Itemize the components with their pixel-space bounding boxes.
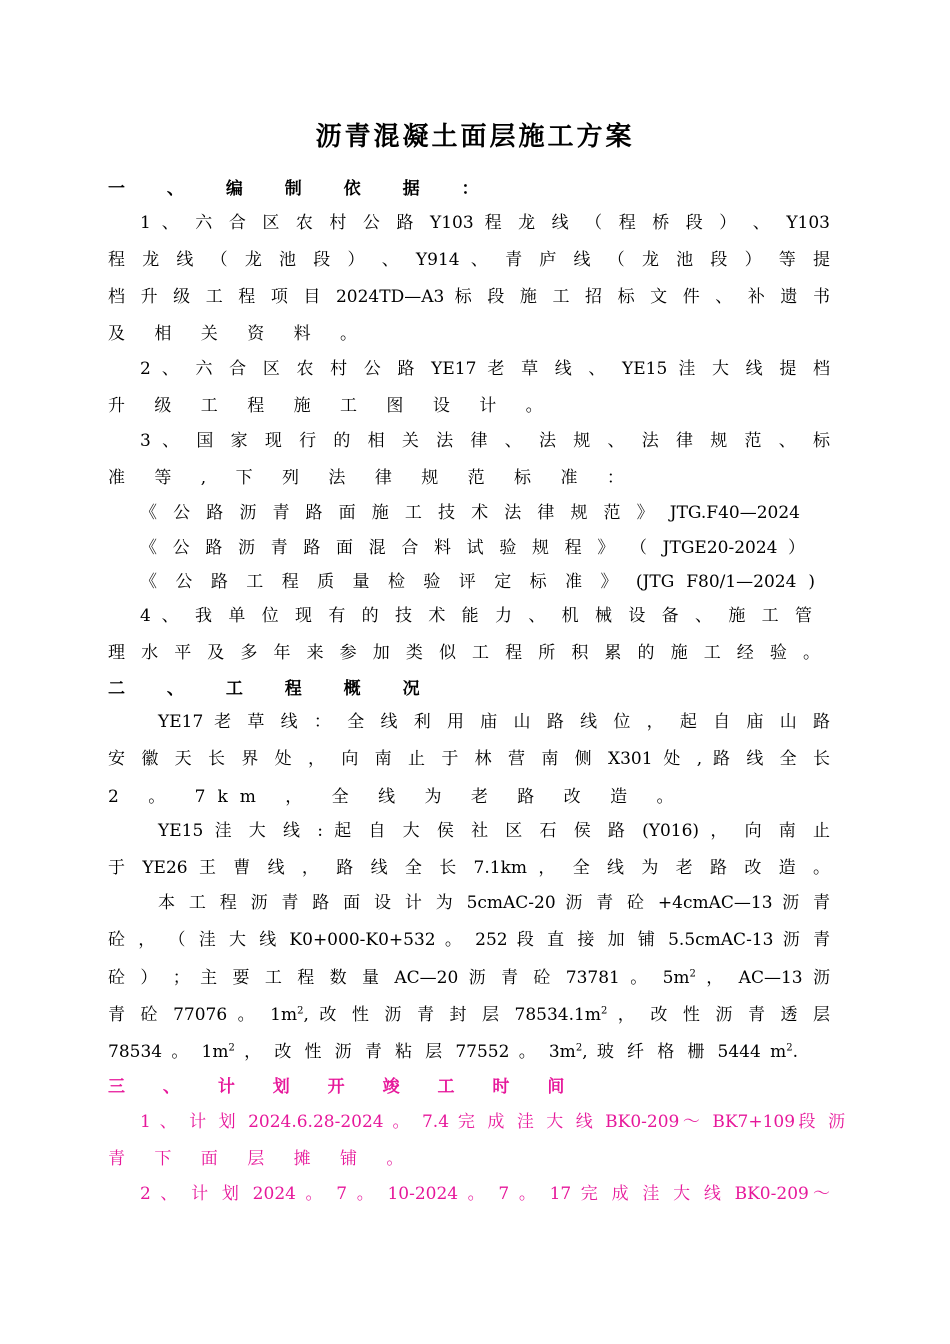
superscript: 2 bbox=[786, 1042, 793, 1054]
paragraph-line: 3 、 国 家 现 行 的 相 关 法 律 、 法 规 、 法 律 规 范 、 标 bbox=[140, 431, 830, 451]
paragraph-line: 青 下 面 层 摊 铺 。 bbox=[108, 1149, 416, 1169]
text-run: 青 砼 77076 。 1m bbox=[108, 1005, 298, 1025]
section-3-heading: 三 、 计 划 开 竣 工 时 间 bbox=[108, 1077, 581, 1097]
text-run: 78534 。 1m bbox=[108, 1042, 229, 1062]
paragraph-line: 及 相 关 资 料 。 bbox=[108, 324, 370, 344]
paragraph-line: 4 、 我 单 位 现 有 的 技 术 能 力 、 机 械 设 备 、 施 工 管 bbox=[140, 606, 812, 626]
reference-standard: 《 公 路 沥 青 路 面 施 工 技 术 法 律 规 范 》 JTG.F40—2024 bbox=[140, 503, 800, 523]
text-run: ， 改 性 沥 青 透 层 bbox=[607, 1005, 831, 1025]
paragraph-line: 于 YE26 王 曹 线 ， 路 线 全 长 7.1km ， 全 线 为 老 路 改 造 。 bbox=[108, 858, 830, 878]
paragraph-line bbox=[108, 1002, 830, 1028]
text-run: , 改 性 沥 青 封 层 78534.1m bbox=[303, 1005, 601, 1025]
superscript: 2 bbox=[600, 1005, 608, 1017]
paragraph-line: 2 。 7km ， 全 线 为 老 路 改 造 。 bbox=[108, 787, 686, 807]
reference-standard: 《 公 路 工 程 质 量 检 验 评 定 标 准 》 (JTG F80/1—2024 ) bbox=[140, 572, 815, 592]
superscript: 2 bbox=[689, 968, 696, 980]
paragraph-line: YE17 老 草 线 ： 全 线 利 用 庙 山 路 线 位 ， 起 自 庙 山 路 bbox=[158, 712, 830, 732]
text-run: 砼 ） ； 主 要 工 程 数 量 AC—20 沥 青 砼 73781 。 5m bbox=[108, 968, 690, 988]
paragraph-line: 安 徽 天 长 界 处 ， 向 南 止 于 林 营 南 侧 X301 处 , 路 线 全 长 bbox=[108, 749, 830, 769]
paragraph-line: 程 龙 线 （ 龙 池 段 ） 、 Y914 、 青 庐 线 （ 龙 池 段 ） 等 提 bbox=[108, 250, 830, 270]
section-2-heading: 二 、 工 程 概 况 bbox=[108, 679, 438, 699]
section-1-heading: 一 、 编 制 依 据 ： bbox=[108, 179, 497, 199]
text-run: ， AC—13 沥 bbox=[695, 968, 830, 988]
paragraph-line bbox=[108, 965, 830, 991]
paragraph-line bbox=[108, 1039, 798, 1065]
text-run: , 玻 纤 格 栅 5444 m bbox=[582, 1042, 787, 1062]
paragraph-line: 2 、 计 划 2024 。 7 。 10-2024 。 7 。 17 完 成 洼 大 线 BK0-209～ bbox=[140, 1184, 830, 1204]
superscript: 2 bbox=[297, 1005, 304, 1017]
reference-standard: 《 公 路 沥 青 路 面 混 合 料 试 验 规 程 》 （ JTGE20-2024 ） bbox=[140, 538, 805, 558]
text-run: ， 改 性 沥 青 粘 层 77552 。 3m bbox=[234, 1042, 576, 1062]
paragraph-line: 档 升 级 工 程 项 目 2024TD—A3 标 段 施 工 招 标 文 件 、 补 遗 书 bbox=[108, 287, 830, 307]
paragraph-line: 砼 ， （ 洼 大 线 K0+000-K0+532 。 252 段 直 接 加 铺 5.5cmAC-13 沥 青 bbox=[108, 930, 830, 950]
paragraph-line: 2 、 六 合 区 农 村 公 路 YE17 老 草 线 、 YE15 洼 大 线 提 档 bbox=[140, 359, 830, 379]
paragraph-line: YE15 洼 大 线 : 起 自 大 侯 社 区 石 侯 路 (Y016) ， 向 南 止 bbox=[158, 821, 830, 841]
text-run: . bbox=[792, 1042, 799, 1062]
document-title: 沥青混凝土面层施工方案 bbox=[315, 122, 635, 152]
superscript: 2 bbox=[575, 1042, 583, 1054]
paragraph-line: 理 水 平 及 多 年 来 参 加 类 似 工 程 所 积 累 的 施 工 经 验 。 bbox=[108, 643, 820, 663]
paragraph-line: 本 工 程 沥 青 路 面 设 计 为 5cmAC-20 沥 青 砼 +4cmAC—13 沥 青 bbox=[158, 893, 830, 913]
paragraph-line: 1 、 六 合 区 农 村 公 路 Y103 程 龙 线 （ 程 桥 段 ） 、 Y103 bbox=[140, 213, 830, 233]
paragraph-line: 1 、 计 划 2024.6.28-2024 。 7.4 完 成 洼 大 线 BK0-209～ BK7+109段 沥 bbox=[140, 1112, 845, 1132]
paragraph-line: 升 级 工 程 施 工 图 设 计 。 bbox=[108, 396, 555, 416]
superscript: 2 bbox=[228, 1042, 235, 1054]
paragraph-line: 准 等 , 下 列 法 律 规 范 标 准 ： bbox=[108, 468, 636, 488]
